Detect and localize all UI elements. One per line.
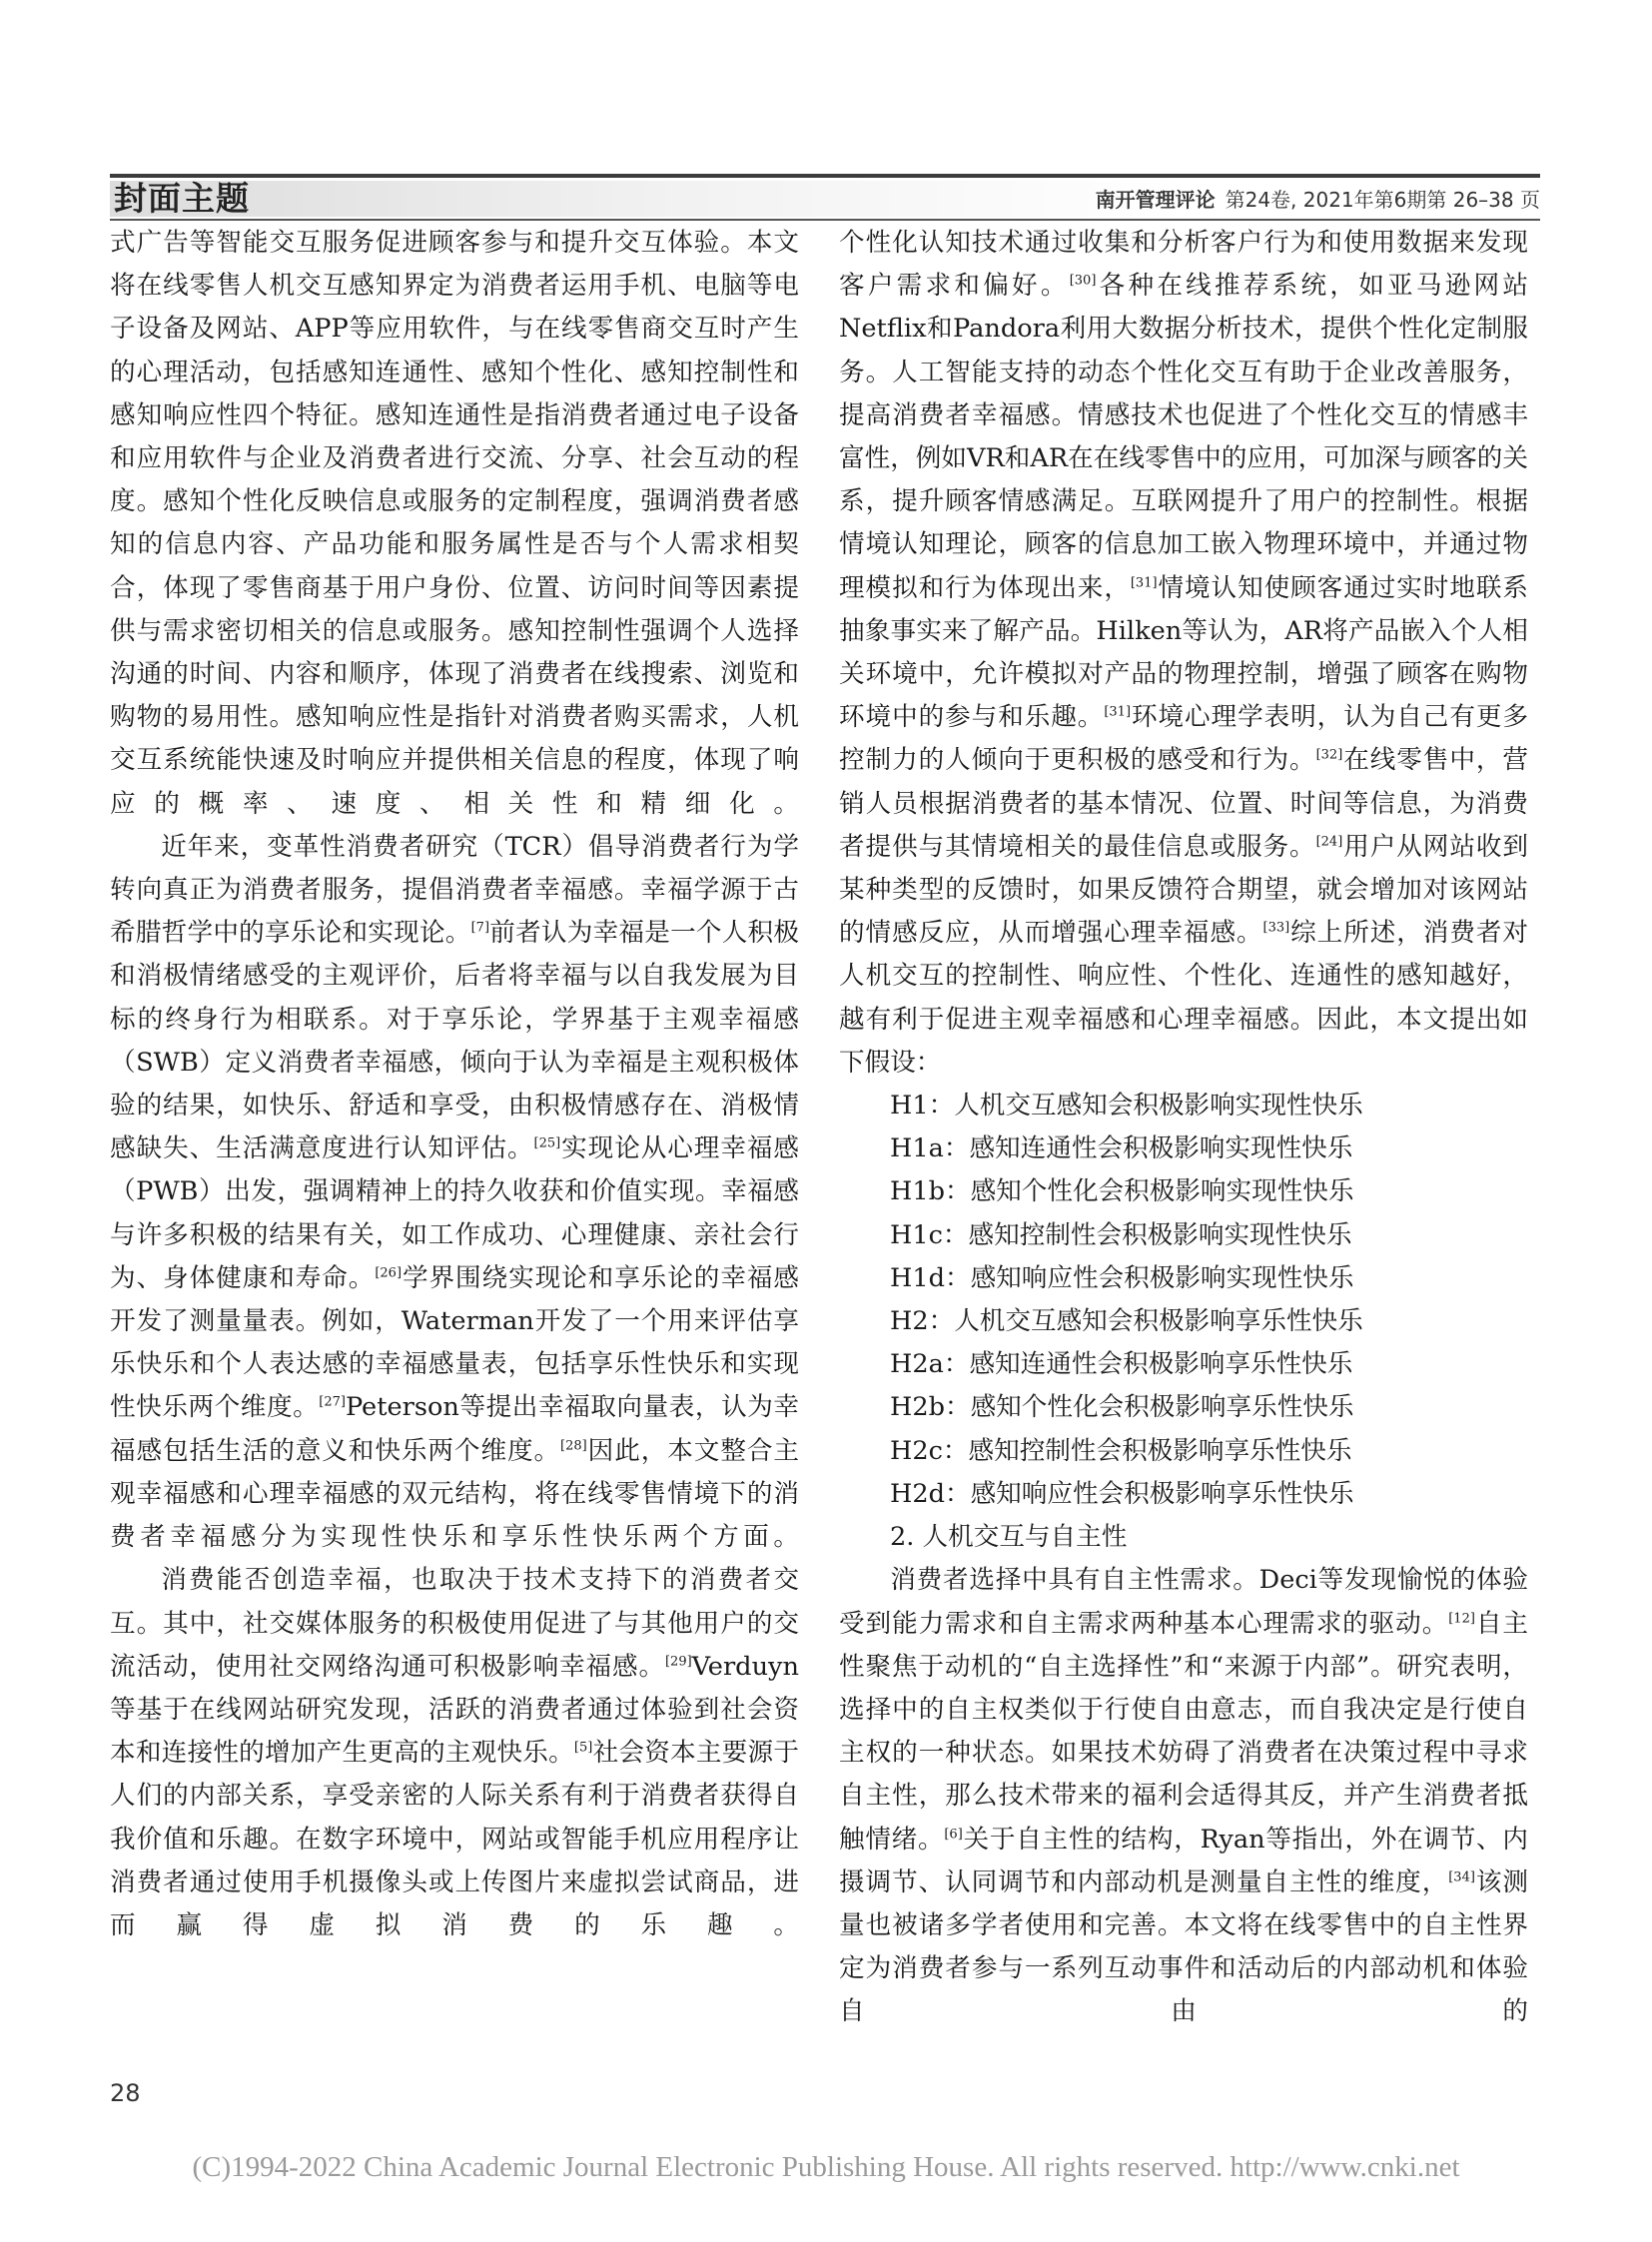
citation: [7] — [470, 920, 490, 936]
page-number: 28 — [110, 2079, 141, 2107]
citation: [12] — [1448, 1610, 1475, 1626]
paragraph-text: Verduyn等基于在线网站研究发现，活跃的消费者通过体验到社会资本和连接性的增加产生更高的主观快乐。 — [110, 1651, 799, 1769]
citation: [27] — [319, 1394, 346, 1410]
paragraph-text: 用户从网站收到某种类型的反馈时，如果反馈符合期望，就会增加对该网站的情感反应，从而增强心理幸福感。 — [839, 831, 1528, 949]
paragraph-text: 前者认为幸福是一个人积极和消极情绪感受的主观评价，后者将幸福与以自我发展为目标的终身行为相联系。对于享乐论，学界基于主观幸福感（SWB）定义消费者幸福感，倾向于认为幸福是主观积极体验的结果，如快乐、舒适和享受，由积极情感存在、消极情感缺失、生活满意度进行认知评估。 — [110, 918, 799, 1164]
hypothesis-list — [839, 1085, 1528, 1516]
hypothesis-item: H2a：感知连通性会积极影响享乐性快乐 — [890, 1349, 1353, 1380]
right-column — [839, 222, 1528, 2034]
journal-header — [1096, 187, 1540, 213]
hypothesis-item: H2c：感知控制性会积极影响享乐性快乐 — [890, 1435, 1352, 1466]
paragraph-text: 因此，本文整合主观幸福感和心理幸福感的双元结构，将在线零售情境下的消费者幸福感分为实现性快乐和享乐性快乐两个方面。 — [110, 1435, 799, 1553]
citation: [24] — [1315, 834, 1343, 850]
paragraph-text: 消费能否创造幸福，也取决于技术支持下的消费者交互。其中，社交媒体服务的积极使用促进了与其他用户的交流活动，使用社交网络沟通可积极影响幸福感。 — [110, 1565, 799, 1682]
paragraph-text: 消费者选择中具有自主性需求。Deci等发现愉悦的体验受到能力需求和自主需求两种基本心理需求的驱动。 — [839, 1565, 1528, 1639]
paragraph-text: 学界围绕实现论和享乐论的幸福感开发了测量量表。例如，Waterman开发了一个用来评估享乐快乐和个人表达感的幸福感量表，包括享乐性快乐和实现性快乐两个维度。 — [110, 1262, 799, 1423]
section-subheading: 2. 人机交互与自主性 — [890, 1522, 1128, 1553]
copyright-footer: (C)1994-2022 China Academic Journal Electronic Publishing House. All rights reserved. http://www.cnki.net — [192, 2151, 1460, 2183]
header-top-rule — [110, 174, 1540, 178]
citation: [26] — [375, 1265, 403, 1281]
citation: [31] — [1104, 704, 1132, 720]
paragraph-text: 综上所述，消费者对人机交互的控制性、响应性、个性化、连通性的感知越好，越有利于促进主观幸福感和心理幸福感。因此，本文提出如下假设： — [839, 918, 1528, 1078]
paragraph-text: 关于自主性的结构，Ryan等指出，外在调节、内摄调节、认同调节和内部动机是测量自主性的维度， — [839, 1824, 1528, 1897]
hypothesis-item: H1c：感知控制性会积极影响实现性快乐 — [890, 1219, 1352, 1250]
paragraph — [110, 222, 799, 826]
paragraph-text: 近年来，变革性消费者研究（TCR）倡导消费者行为学转向真正为消费者服务，提倡消费者幸福感。幸福学源于古希腊哲学中的享乐论和实现论。 — [110, 831, 799, 949]
header-bottom-rule — [110, 219, 1540, 221]
paragraph — [839, 1559, 1528, 2033]
paragraph-text: 各种在线推荐系统，如亚马逊网站Netflix和Pandora利用大数据分析技术，提供个性化定制服务。人工智能支持的动态个性化交互有助于企业改善服务，提高消费者幸福感。情感技术也促进了个性化交互的情感丰富性，例如VR和AR在在线零售中的应用，可加深与顾客的关系，提升顾客情感满足。互联网提升了用户的控制性。根据情境认知理论，顾客的信息加工嵌入物理环境中，并通过物理模拟和行为体现出来， — [839, 271, 1528, 603]
hypothesis-item: H1a：感知连通性会积极影响实现性快乐 — [890, 1133, 1353, 1164]
hypothesis-item: H2d：感知响应性会积极影响享乐性快乐 — [890, 1478, 1354, 1509]
citation: [31] — [1130, 575, 1158, 591]
paragraph-text: 在线零售中，营销人员根据消费者的基本情况、位置、时间等信息，为消费者提供与其情境相关的最佳信息或服务。 — [839, 745, 1528, 862]
paragraph-text: 情境认知使顾客通过实时地联系抽象事实来了解产品。Hilken等认为，AR将产品嵌入个人相关环境中，允许模拟对产品的物理控制，增强了顾客在购物环境中的参与和乐趣。 — [839, 572, 1528, 733]
citation: [32] — [1315, 747, 1343, 763]
paragraph-text: 社会资本主要源于人们的内部关系，享受亲密的人际关系有利于消费者获得自我价值和乐趣。在数字环境中，网站或智能手机应用程序让消费者通过使用手机摄像头或上传图片来虚拟尝试商品，进而赢得虚拟消费的乐趣。 — [110, 1738, 799, 1940]
citation: [34] — [1448, 1869, 1475, 1885]
citation: [28] — [560, 1438, 587, 1454]
citation: [5] — [573, 1740, 593, 1756]
left-column — [110, 222, 799, 1947]
hypothesis-item: H1：人机交互感知会积极影响实现性快乐 — [890, 1091, 1363, 1121]
paragraph-text: Peterson等提出幸福取向量表，认为幸福感包括生活的意义和快乐两个维度。 — [110, 1392, 799, 1466]
journal-name: 南开管理评论 — [1095, 188, 1216, 212]
citation: [6] — [944, 1826, 963, 1842]
hypothesis-item: H2：人机交互感知会积极影响享乐性快乐 — [890, 1306, 1363, 1337]
section-title: 封面主题 — [114, 179, 250, 218]
paragraph-text: 个性化认知技术通过收集和分析客户行为和使用数据来发现客户需求和偏好。 — [839, 228, 1528, 302]
paragraph — [110, 1559, 799, 1947]
paragraph — [839, 222, 1528, 1085]
paragraph-text: 环境心理学表明，认为自己有更多控制力的人倾向于更积极的感受和行为。 — [839, 702, 1528, 776]
paragraph — [110, 826, 799, 1559]
citation: [30] — [1069, 273, 1097, 289]
citation: [29] — [664, 1654, 692, 1670]
paragraph-text: 自主性聚焦于动机的“自主选择性”和“来源于内部”。研究表明，选择中的自主权类似于行使自由意志，而自我决定是行使自主权的一种状态。如果技术妨碍了消费者在决策过程中寻求自主性，那么技术带来的福利会适得其反，并产生消费者抵触情绪。 — [839, 1608, 1528, 1855]
paragraph-text: 实现论从心理幸福感（PWB）出发，强调精神上的持久收获和价值实现。幸福感与许多积极的结果有关，如工作成功、心理健康、亲社会行为、身体健康和寿命。 — [110, 1133, 799, 1293]
hypothesis-item: H2b：感知个性化会积极影响享乐性快乐 — [890, 1392, 1354, 1423]
paragraph-text: 该测量也被诸多学者使用和完善。本文将在线零售中的自主性界定为消费者参与一系列互动事件和活动后的内部动机和体验自由的 — [839, 1867, 1528, 2027]
citation: [25] — [533, 1135, 561, 1151]
citation: [33] — [1262, 920, 1290, 936]
issue-info: 第24卷, 2021年第6期第 26–38 页 — [1225, 188, 1540, 212]
hypothesis-item: H1d：感知响应性会积极影响实现性快乐 — [890, 1262, 1354, 1293]
paragraph-text: 式广告等智能交互服务促进顾客参与和提升交互体验。本文将在线零售人机交互感知界定为消费者运用手机、电脑等电子设备及网站、APP等应用软件，与在线零售商交互时产生的心理活动，包括感知连通性、感知个性化、感知控制性和感知响应性四个特征。感知连通性是指消费者通过电子设备和应用软件与企业及消费者进行交流、分享、社会互动的程度。感知个性化反映信息或服务的定制程度，强调消费者感知的信息内容、产品功能和服务属性是否与个人需求相契合，体现了零售商基于用户身份、位置、访问时间等因素提供与需求密切相关的信息或服务。感知控制性强调个人选择沟通的时间、内容和顺序，体现了消费者在线搜索、浏览和购物的易用性。感知响应性是指针对消费者购买需求，人机交互系统能快速及时响应并提供相关信息的程度，体现了响应的概率、速度、相关性和精细化。 — [110, 228, 799, 819]
hypothesis-item: H1b：感知个性化会积极影响实现性快乐 — [890, 1176, 1354, 1207]
